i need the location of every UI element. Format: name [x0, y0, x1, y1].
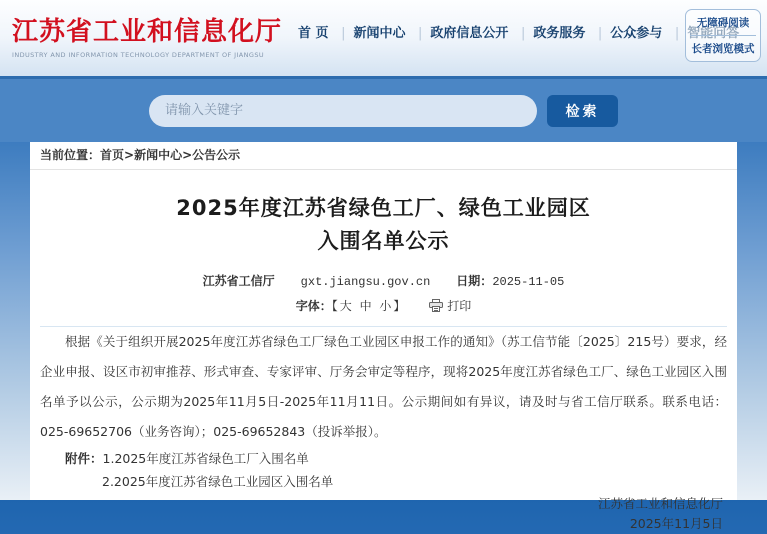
- search-banner: [0, 76, 767, 142]
- accessibility-box: [685, 9, 761, 62]
- accessible-reading-link[interactable]: 无障碍阅读: [696, 17, 750, 29]
- font-size-label: 字体：: [295, 299, 332, 313]
- font-controls: [38, 297, 729, 314]
- page-title: [38, 192, 729, 258]
- attachment-row: [65, 447, 729, 471]
- content-box: [30, 142, 737, 531]
- nav-item-participation[interactable]: | 公众参与: [590, 26, 662, 41]
- article-paragraph: 根据《关于组织开展2025年度江苏省绿色工厂绿色工业园区申报工作的通知》（苏工信节能〔2025〕215号）要求，经企业申报、设区市初审推荐、形式审查、专家评审、厅务会审定等程序，现将2025年度江苏省绿色工厂、绿色工业园区入围名单予以公示，公示期为2025年11月5日-2025年11月11日。公示期间如有异议，请及时与省工信厅联系。联系电话：025-69652706（业务咨询）；025-69652843（投诉举报）。: [40, 334, 727, 439]
- nav-item-news[interactable]: | 新闻中心: [333, 26, 405, 41]
- attachment-link-1[interactable]: 1.2025年度江苏省绿色工厂入围名单: [102, 451, 309, 466]
- attachment-link-2[interactable]: 2.2025年度江苏省绿色工业园区入围名单: [102, 474, 334, 489]
- nav-item-home[interactable]: 首 页: [298, 25, 329, 41]
- page-title-line1: 2025年度江苏省绿色工厂、绿色工业园区: [176, 196, 591, 220]
- breadcrumb-path[interactable]: 首页>新闻中心>公告公示: [100, 148, 241, 162]
- elder-mode-link[interactable]: 长者浏览模式: [691, 43, 755, 55]
- attachment-row: [102, 471, 729, 492]
- print-button[interactable]: [429, 299, 471, 313]
- attachments-label: 附件：: [65, 451, 103, 466]
- article-source: 江苏省工信厅: [202, 274, 275, 288]
- article-meta: [38, 272, 729, 289]
- nav-item-gov-info[interactable]: | 政府信息公开: [410, 26, 508, 41]
- search-button[interactable]: 检索: [547, 95, 618, 127]
- logo: [12, 17, 282, 59]
- article-signature: [38, 494, 729, 534]
- logo-title: 江苏省工业和信息化厅: [12, 17, 283, 47]
- article-source-url: gxt.jiangsu.gov.cn: [300, 275, 431, 289]
- print-label: 打印: [447, 299, 472, 313]
- breadcrumb-label: 当前位置：: [40, 148, 101, 162]
- nav-item-services[interactable]: | 政务服务: [513, 26, 585, 41]
- signature-org: 江苏省工业和信息化厅: [597, 496, 723, 511]
- attachments: [38, 447, 729, 492]
- site-header: [0, 0, 767, 76]
- article-date: 2025-11-05: [492, 275, 565, 289]
- printer-icon: [429, 299, 447, 313]
- page-title-line2: 入围名单公示: [317, 229, 450, 253]
- signature-date: 2025年11月5日: [629, 516, 723, 531]
- search-input[interactable]: [149, 95, 537, 127]
- article: [30, 192, 737, 534]
- logo-subtitle: INDUSTRY AND INFORMATION TECHNOLOGY DEPARTMENT OF JIANGSU: [12, 51, 265, 59]
- main-nav: [298, 22, 739, 41]
- font-size-buttons[interactable]: 【大 中 小】: [331, 299, 408, 313]
- article-date-label: 日期：: [456, 274, 493, 288]
- breadcrumb: [30, 142, 737, 170]
